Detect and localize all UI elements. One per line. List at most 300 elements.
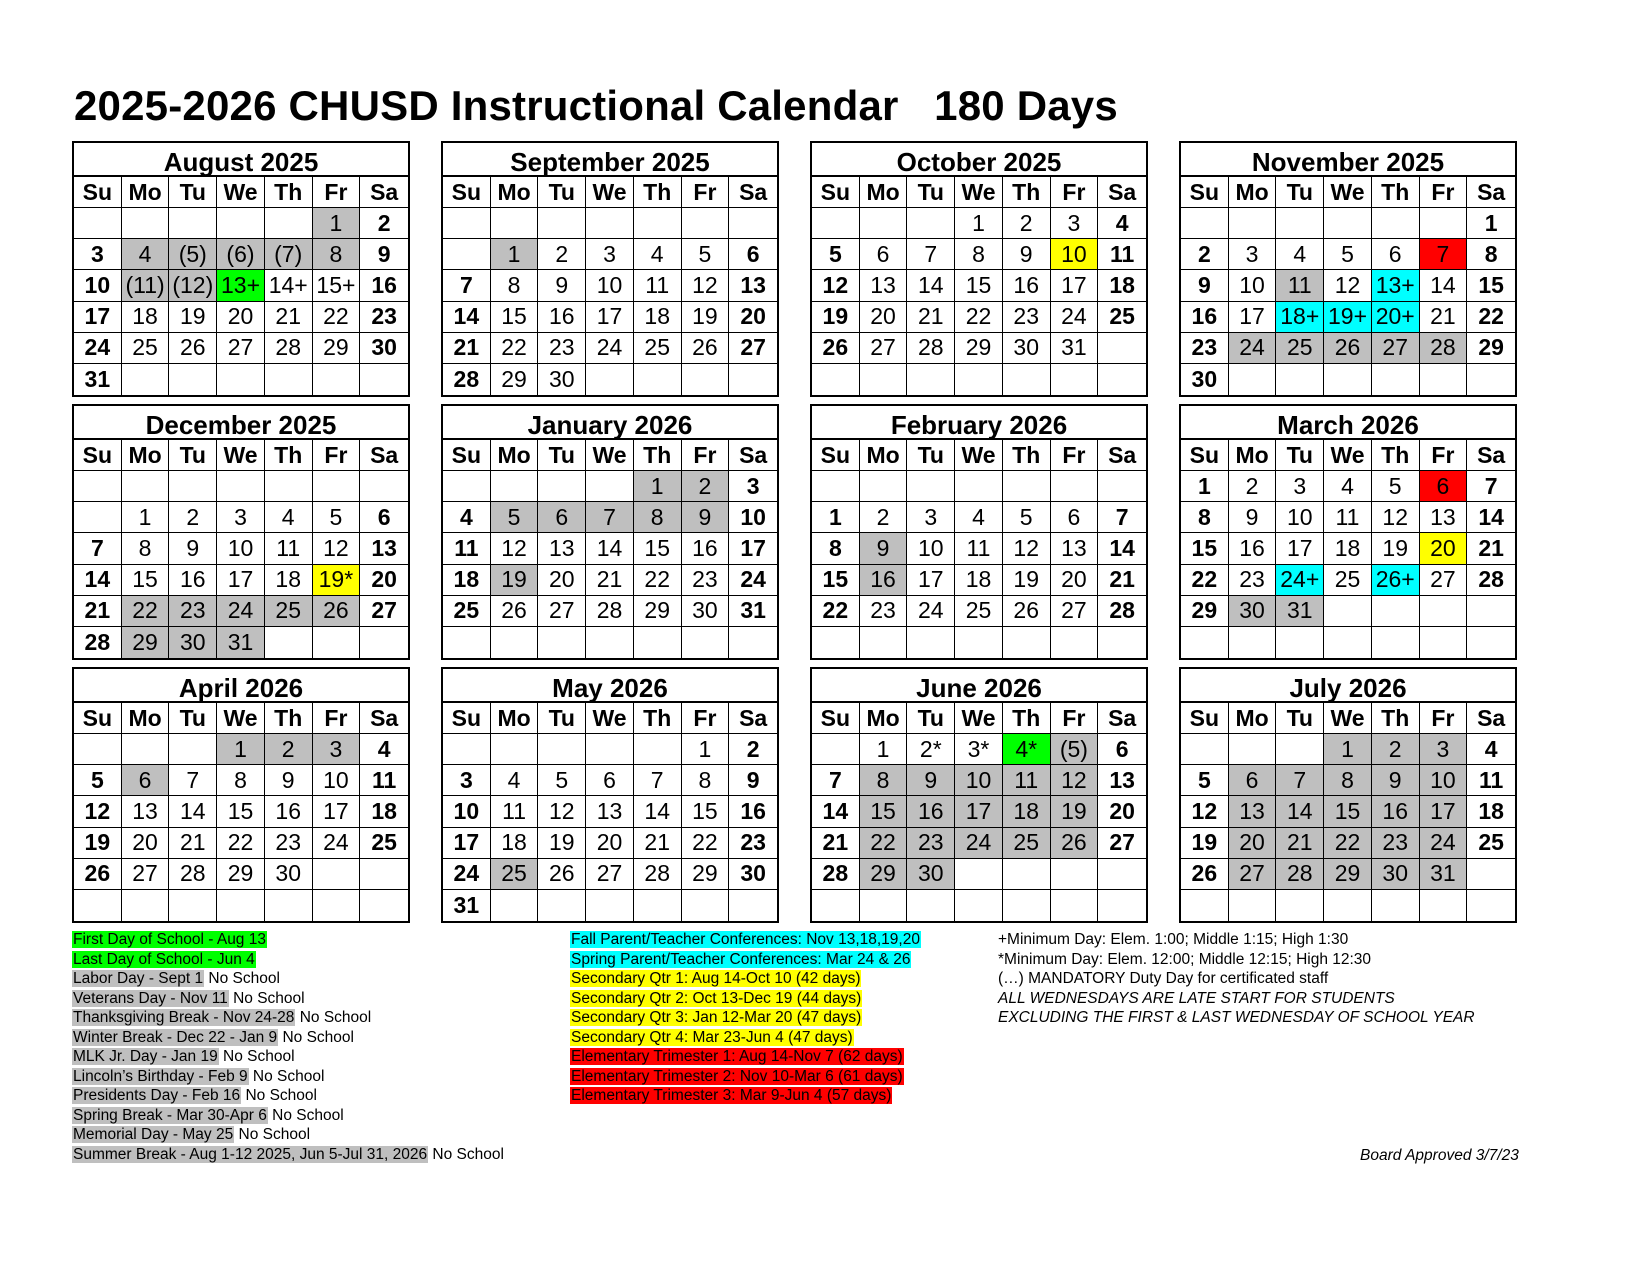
month-title: October 2025 [812,143,1146,177]
empty-day-cell [538,734,586,765]
board-approved-note: Board Approved 3/7/23 [1360,1147,1519,1164]
day-cell: 26 [682,333,730,364]
day-cell: 2 [1372,734,1420,765]
day-cell: 2 [1003,208,1051,239]
day-cell: 2 [169,502,217,533]
legend-suffix-text: No School [278,1028,354,1046]
empty-day-cell [265,364,313,395]
day-cell: 27 [217,333,265,364]
day-cell: 22 [491,333,539,364]
empty-day-cell [907,208,955,239]
day-cell: 9 [169,533,217,564]
empty-day-cell [265,890,313,921]
day-cell: 6 [1098,734,1146,765]
day-cell: 11 [955,533,1003,564]
month-title: May 2026 [443,669,777,703]
day-cell: 30 [907,859,955,890]
empty-day-cell [313,471,361,502]
day-cell: 18 [491,828,539,859]
weekday-header: Fr [682,440,730,471]
empty-day-cell [443,471,491,502]
day-cell: 18 [1324,533,1372,564]
legend-highlight-text: Secondary Qtr 4: Mar 23-Jun 4 (47 days) [571,1028,853,1046]
day-cell: 17 [1229,302,1277,333]
weekday-header: Fr [1051,703,1099,734]
day-cell: 26 [169,333,217,364]
day-cell: (7) [265,239,313,270]
day-cell: 8 [682,765,730,796]
day-cell: 9 [360,239,408,270]
weekday-header: We [1324,703,1372,734]
legend-item [570,1067,904,1086]
day-cell: 19 [1003,565,1051,596]
month-title: August 2025 [74,143,408,177]
day-cell: 12 [74,796,122,827]
empty-day-cell [1051,859,1099,890]
empty-day-cell [122,364,170,395]
weekday-header: Th [1372,703,1420,734]
day-cell: 18 [955,565,1003,596]
day-cell: 5 [1372,471,1420,502]
day-cell: 8 [491,270,539,301]
weekday-header: Fr [1420,440,1468,471]
empty-day-cell [1051,627,1099,658]
weekday-header: Tu [1276,703,1324,734]
month-title: September 2025 [443,143,777,177]
empty-day-cell [1467,596,1515,627]
day-cell: 13 [538,533,586,564]
month-day-grid [443,703,777,921]
empty-day-cell [1051,471,1099,502]
day-cell: 8 [1467,239,1515,270]
legend-highlight-text: Lincoln’s Birthday - Feb 9 [73,1067,248,1085]
day-cell: 16 [265,796,313,827]
month-calendar [72,667,410,923]
empty-day-cell [1229,627,1277,658]
day-cell: 3* [955,734,1003,765]
day-cell: 10 [1051,239,1099,270]
day-cell: 21 [907,302,955,333]
day-cell: 2 [538,239,586,270]
legend-item [72,989,305,1008]
empty-day-cell [634,364,682,395]
empty-day-cell [1051,364,1099,395]
day-cell: 16 [360,270,408,301]
month-calendar [441,404,779,660]
day-cell: 1 [634,471,682,502]
day-cell: 29 [122,627,170,658]
day-cell: 14+ [265,270,313,301]
empty-day-cell [812,627,860,658]
empty-day-cell [1467,859,1515,890]
empty-day-cell [586,890,634,921]
empty-day-cell [217,208,265,239]
day-cell: 29 [682,859,730,890]
day-cell: 26 [1003,596,1051,627]
day-cell: 4* [1003,734,1051,765]
legend-suffix-text: No School [241,1087,317,1104]
day-cell: 26 [491,596,539,627]
weekday-header: Su [74,440,122,471]
day-cell: 12 [491,533,539,564]
day-cell: 24 [1229,333,1277,364]
empty-day-cell [265,471,313,502]
day-cell: 25 [1276,333,1324,364]
day-cell: 25 [1098,302,1146,333]
legend-note: EXCLUDING THE FIRST & LAST WEDNESDAY OF SCHOOL YEAR [998,1009,1475,1026]
empty-day-cell [1372,208,1420,239]
day-cell: 18 [265,565,313,596]
day-cell: 16 [1372,796,1420,827]
empty-day-cell [1372,596,1420,627]
empty-day-cell [955,890,1003,921]
day-cell: 22 [122,596,170,627]
weekday-header: Mo [1229,440,1277,471]
legend-suffix-text: No School [228,989,305,1007]
day-cell: 21 [1467,533,1515,564]
day-cell: 14 [586,533,634,564]
day-cell: 16 [682,533,730,564]
day-cell: 3 [313,734,361,765]
day-cell: 16 [907,796,955,827]
day-cell: 19+ [1324,302,1372,333]
legend-highlight-text: Labor Day - Sept 1 [73,970,204,987]
legend-highlight-text: Spring Parent/Teacher Conferences: Mar 24 & 26 [571,950,911,968]
day-cell: 27 [1051,596,1099,627]
day-cell: 11 [443,533,491,564]
empty-day-cell [74,471,122,502]
empty-day-cell [1098,627,1146,658]
day-cell: 6 [538,502,586,533]
day-cell: 7 [907,239,955,270]
day-cell: 15+ [313,270,361,301]
month-title: February 2026 [812,406,1146,440]
empty-day-cell [1276,364,1324,395]
day-cell: 9 [1229,502,1277,533]
day-cell: 8 [122,533,170,564]
day-cell: 31 [1420,859,1468,890]
weekday-header: We [955,177,1003,208]
day-cell: 5 [491,502,539,533]
empty-day-cell [169,890,217,921]
day-cell: 3 [729,471,777,502]
legend-note: *Minimum Day: Elem. 12:00; Middle 12:15; High 12:30 [998,950,1372,968]
empty-day-cell [907,890,955,921]
weekday-header: Th [1003,703,1051,734]
weekday-header: Fr [1051,440,1099,471]
day-cell: 7 [1420,239,1468,270]
empty-day-cell [1467,890,1515,921]
day-cell: 20 [538,565,586,596]
day-cell: 1 [860,734,908,765]
empty-day-cell [491,627,539,658]
day-cell: 8 [217,765,265,796]
empty-day-cell [538,208,586,239]
day-cell: 19 [682,302,730,333]
legend-note: (…) MANDATORY Duty Day for certificated staff [998,970,1329,987]
empty-day-cell [586,208,634,239]
day-cell: 11 [634,270,682,301]
day-cell: 18 [634,302,682,333]
day-cell: 29 [217,859,265,890]
legend-suffix-text: No School [248,1067,325,1085]
day-cell: 2 [682,471,730,502]
empty-day-cell [860,627,908,658]
day-cell: 3 [1420,734,1468,765]
empty-day-cell [1181,208,1229,239]
day-cell: 16 [1181,302,1229,333]
weekday-header: Tu [1276,177,1324,208]
month-title: March 2026 [1181,406,1515,440]
weekday-header: Mo [860,177,908,208]
day-cell: 13 [1051,533,1099,564]
day-cell: 26 [1051,828,1099,859]
day-cell: 21 [443,333,491,364]
day-cell: 20 [860,302,908,333]
day-cell: 28 [1467,565,1515,596]
day-cell: 31 [729,596,777,627]
day-cell: 3 [1229,239,1277,270]
day-cell: 2 [360,208,408,239]
empty-day-cell [955,859,1003,890]
empty-day-cell [1098,890,1146,921]
day-cell: 15 [1181,533,1229,564]
day-cell: 14 [1420,270,1468,301]
day-cell: 21 [586,565,634,596]
day-cell: 12 [1181,796,1229,827]
day-cell: 9 [265,765,313,796]
day-cell: 18 [360,796,408,827]
day-cell: 10 [907,533,955,564]
empty-day-cell [1098,859,1146,890]
day-cell: 27 [860,333,908,364]
day-cell: 29 [313,333,361,364]
day-cell: 17 [729,533,777,564]
empty-day-cell [122,890,170,921]
day-cell: 6 [360,502,408,533]
weekday-header: Fr [1420,703,1468,734]
legend-highlight-text: Elementary Trimester 1: Aug 14-Nov 7 (62 days) [571,1048,903,1065]
day-cell: 19* [313,565,361,596]
day-cell: 7 [443,270,491,301]
day-cell: 4 [1276,239,1324,270]
weekday-header: We [586,177,634,208]
weekday-header: We [217,703,265,734]
day-cell: 23 [1372,828,1420,859]
day-cell: 24 [729,565,777,596]
day-cell: 10 [217,533,265,564]
day-cell: 25 [1324,565,1372,596]
empty-day-cell [729,890,777,921]
day-cell: 25 [1467,828,1515,859]
legend-highlight-text: Thanksgiving Break - Nov 24-28 [73,1009,295,1026]
day-cell: 31 [74,364,122,395]
day-cell: 24 [955,828,1003,859]
day-cell: 10 [74,270,122,301]
weekday-header: Mo [491,440,539,471]
empty-day-cell [491,208,539,239]
day-cell: 28 [1098,596,1146,627]
day-cell: 6 [729,239,777,270]
day-cell: 16 [538,302,586,333]
day-cell: 4 [360,734,408,765]
day-cell: 3 [1276,471,1324,502]
day-cell: 10 [313,765,361,796]
day-cell: 2 [1181,239,1229,270]
empty-day-cell [955,471,1003,502]
weekday-header: Th [634,440,682,471]
day-cell: 13 [860,270,908,301]
day-cell: 28 [634,859,682,890]
day-cell: 14 [812,796,860,827]
month-day-grid [1181,177,1515,395]
day-cell: 6 [122,765,170,796]
day-cell: 18 [443,565,491,596]
empty-day-cell [586,364,634,395]
day-cell: 3 [1051,208,1099,239]
day-cell: 11 [1003,765,1051,796]
day-cell: 14 [634,796,682,827]
day-cell: 30 [538,364,586,395]
day-cell: 24 [74,333,122,364]
weekday-header: Sa [1467,703,1515,734]
weekday-header: Mo [860,703,908,734]
day-cell: 25 [265,596,313,627]
weekday-header: Tu [907,703,955,734]
day-cell: 10 [955,765,1003,796]
day-cell: 10 [1420,765,1468,796]
day-cell: 15 [217,796,265,827]
day-cell: 27 [1229,859,1277,890]
empty-day-cell [812,890,860,921]
legend-highlight-text: Elementary Trimester 2: Nov 10-Mar 6 (61 days) [571,1067,903,1085]
weekday-header: Fr [1420,177,1468,208]
day-cell: 5 [313,502,361,533]
empty-day-cell [1276,734,1324,765]
legend-highlight-text: Memorial Day - May 25 [73,1126,234,1143]
day-cell: 17 [907,565,955,596]
weekday-header: Su [812,177,860,208]
day-cell: 18 [1003,796,1051,827]
day-cell: (12) [169,270,217,301]
day-cell: 27 [729,333,777,364]
day-cell: 7 [1276,765,1324,796]
day-cell: 2 [1229,471,1277,502]
day-cell: 14 [1098,533,1146,564]
month-calendar [441,667,779,923]
day-cell: 12 [1372,502,1420,533]
day-cell: 20 [729,302,777,333]
day-cell: 3 [217,502,265,533]
day-cell: 13 [1420,502,1468,533]
day-cell: 14 [169,796,217,827]
weekday-header: Su [74,703,122,734]
day-cell: 15 [1467,270,1515,301]
day-cell: 4 [491,765,539,796]
day-cell: 4 [443,502,491,533]
day-cell: 25 [443,596,491,627]
day-cell: 30 [360,333,408,364]
day-cell: 23 [265,828,313,859]
weekday-header: Mo [122,177,170,208]
weekday-header: Th [265,703,313,734]
day-cell: 21 [812,828,860,859]
weekday-header: Tu [538,703,586,734]
day-cell: 9 [1003,239,1051,270]
weekday-header: Fr [313,440,361,471]
month-calendar [810,141,1148,397]
day-cell: 1 [122,502,170,533]
day-cell: 17 [1276,533,1324,564]
day-cell: 15 [955,270,1003,301]
day-cell: 9 [538,270,586,301]
day-cell: 17 [443,828,491,859]
empty-day-cell [443,734,491,765]
month-day-grid [74,440,408,658]
legend-highlight-text: Last Day of School - Jun 4 [73,950,255,968]
day-cell: 9 [1372,765,1420,796]
day-cell: 1 [955,208,1003,239]
empty-day-cell [1420,890,1468,921]
weekday-header: Th [1372,440,1420,471]
day-cell: 30 [265,859,313,890]
weekday-header: We [955,440,1003,471]
empty-day-cell [491,471,539,502]
weekday-header: Sa [729,703,777,734]
weekday-header: Tu [907,440,955,471]
legend-item [570,1008,862,1027]
legend-item [570,950,911,969]
day-cell: 31 [1051,333,1099,364]
empty-day-cell [634,890,682,921]
legend-item [570,1028,854,1047]
day-cell: 12 [1051,765,1099,796]
day-cell: 15 [860,796,908,827]
day-cell: 14 [74,565,122,596]
day-cell: 23 [360,302,408,333]
empty-day-cell [1276,890,1324,921]
day-cell: 3 [443,765,491,796]
day-cell: 16 [1229,533,1277,564]
day-cell: 21 [265,302,313,333]
day-cell: 17 [955,796,1003,827]
day-cell: 21 [634,828,682,859]
day-cell: 28 [586,596,634,627]
day-cell: 26 [812,333,860,364]
legend-highlight-text: Presidents Day - Feb 16 [73,1087,241,1104]
legend-item [72,1125,310,1144]
day-cell: 23 [1003,302,1051,333]
day-cell: 19 [491,565,539,596]
day-cell: 22 [634,565,682,596]
empty-day-cell [217,364,265,395]
month-calendar [72,141,410,397]
day-cell: 22 [1324,828,1372,859]
day-cell: (6) [217,239,265,270]
empty-day-cell [586,734,634,765]
day-cell: 22 [812,596,860,627]
day-cell: 5 [812,239,860,270]
day-cell: 31 [1276,596,1324,627]
day-cell: 29 [860,859,908,890]
day-cell: 1 [313,208,361,239]
day-cell: 30 [169,627,217,658]
day-cell: 21 [169,828,217,859]
legend-item [72,1047,295,1066]
day-cell: 14 [1276,796,1324,827]
day-cell: 15 [1324,796,1372,827]
weekday-header: Mo [122,703,170,734]
